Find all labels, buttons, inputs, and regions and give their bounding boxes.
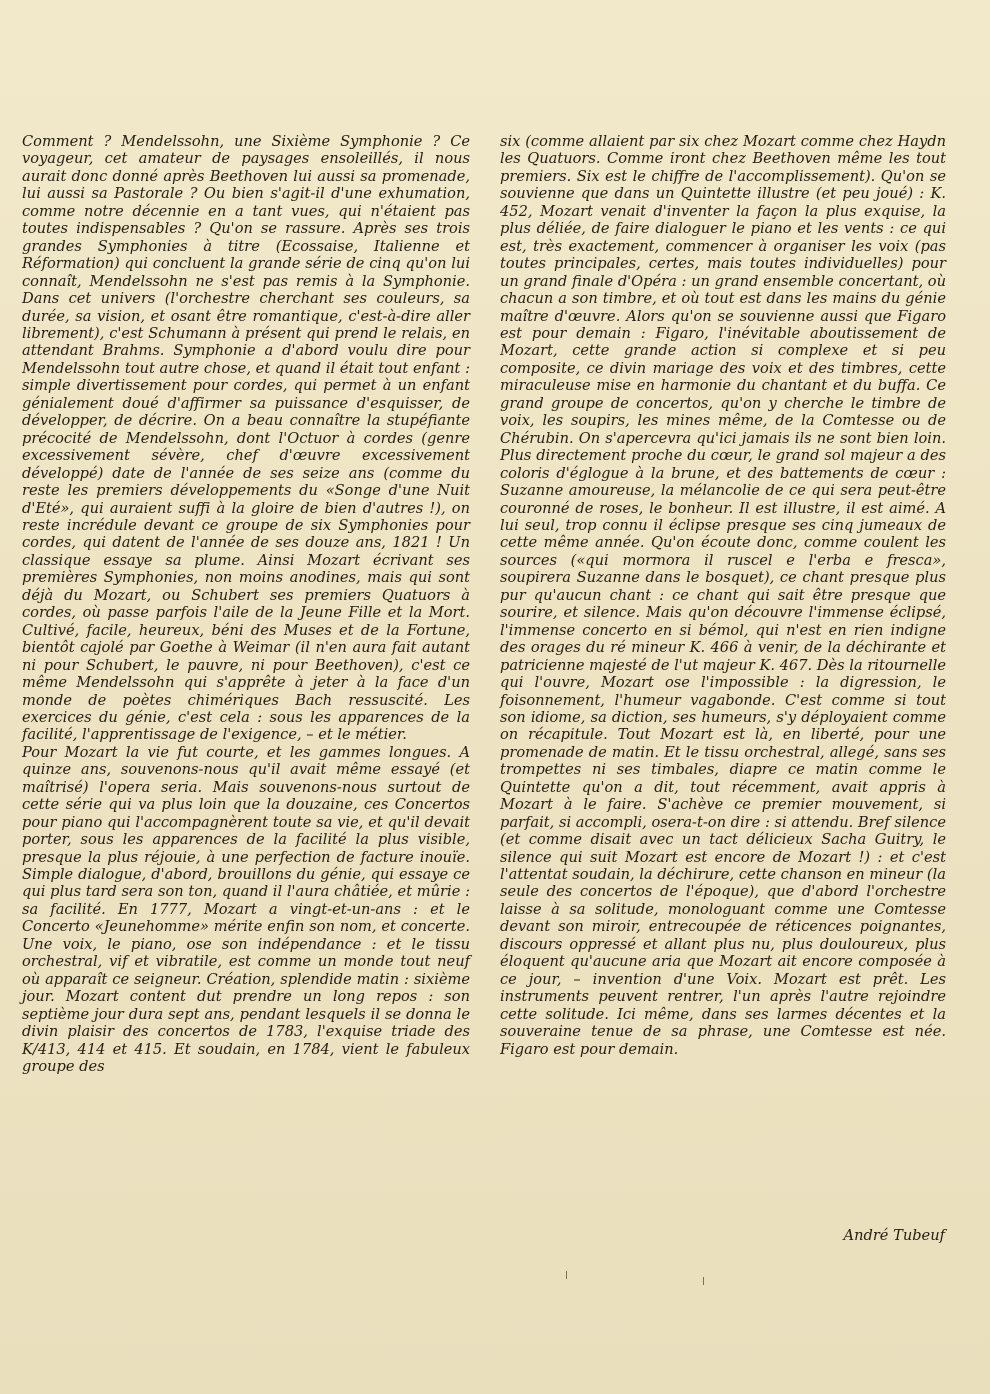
- page-mark: [703, 1277, 704, 1285]
- author-signature: André Tubeuf: [843, 1227, 945, 1244]
- paragraph-mendelssohn: Comment ? Mendelssohn, une Sixième Symphonie ? Ce voyageur, cet amateur de paysages ensoleillés, il nous aurait donc donné après Beethoven lui aussi sa promenade, lui aussi sa Pastorale ? Ou bien s'agit-il d'une exhumation, comme notre décennie en a tant vues, qui n'étaient pas toutes indispensables ? Qu'on se rassure. Après ses trois grandes Symphonies à titre (Ecossaise, Italienne et Réformation) qui concluent la grande série de cinq qu'on lui connaît, Mendelssohn ne s'est pas remis à la Symphonie. Dans cet univers (l'orchestre cherchant ses couleurs, sa durée, sa vision, et osant être romantique, c'est-à-dire aller librement), c'est Schumann à présent qui prend le relais, en attendant Brahms. Symphonie a d'abord voulu dire pour Mendelssohn tout autre chose, et quand il était tout enfant : simple divertissement pour cordes, qui permet à un enfant génialement doué d'affirmer sa puissance d'esquisser, de développer, de décrire. On a beau connaître la stupéfiante précocité de Mendelssohn, dont l'Octuor à cordes (genre excessivement sévère, chef d'œuvre excessivement développé) date de l'année de ses seize ans (comme du reste les premiers développements du «Songe d'une Nuit d'Eté», qui auraient suffi à la gloire de bien d'autres !), on reste incrédule devant ce groupe de six Symphonies pour cordes, qui datent de l'année de ses douze ans, 1821 ! Un classique essaye sa plume. Ainsi Mozart écrivant ses premières Symphonies, non moins anodines, mais qui sont déjà du Mozart, ou Schubert ses premiers Quatuors à cordes, où passe parfois l'aile de la Jeune Fille et la Mort. Cultivé, facile, heureux, béni des Muses et de la Fortune, bientôt cajolé par Goethe à Weimar (il n'en aura fait autant ni pour Schubert, le pauvre, ni pour Beethoven), c'est ce même Mendelssohn qui s'apprête à jeter à la face d'un monde de poètes chimériques Bach ressuscité. Les exercices du génie, c'est cela : sous les apparences de la facilité, l'apprentissage de l'exigence, – et le métier.: [22, 133, 470, 744]
- left-text-column: [22, 133, 470, 1075]
- page-mark: [566, 1271, 567, 1279]
- paragraph-mozart: Pour Mozart la vie fut courte, et les gammes longues. A quinze ans, souvenons-nous qu'il avait même essayé (et maîtrisé) l'opera seria. Mais souvenons-nous surtout de cette série qui va plus loin que la douzaine, ces Concertos pour piano qui l'accompagnèrent toute sa vie, et qu'il devait porter, sous les apparences de la facilité la plus visible, presque la plus réjouie, à une perfection de facture inouïe. Simple dialogue, d'abord, brouillons du génie, qui essaye ce qui plus tard sera son ton, quand il l'aura châtiée, et mûrie : sa facilité. En 1777, Mozart a vingt-et-un-ans : et le Concerto «Jeunehomme» mérite enfin son nom, et concerte. Une voix, le piano, ose son indépendance : et le tissu orchestral, vif et vibratile, est comme un monde tout neuf où apparaît ce seigneur. Création, splendide matin : sixième jour. Mozart content dut prendre un long repos : son septième jour dura sept ans, pendant lesquels il se donna le divin plaisir des concertos de 1783, l'exquise triade des K/413, 414 et 415. Et soudain, en 1784, vient le fabuleux groupe des: [22, 743, 470, 1076]
- right-text-column: [500, 133, 946, 1058]
- paragraph-concertos: six (comme allaient par six chez Mozart comme chez Haydn les Quatuors. Comme iront chez Beethoven même les tout premiers. Six est le chiffre de l'accomplissement). Qu'on se souvienne que dans un Quintette illustre (et peu joué) : K. 452, Mozart venait d'inventer la façon la plus exquise, la plus déliée, de faire dialoguer le piano et les vents : ce qui est, très exactement, commencer à organiser les voix (pas toutes principales, certes, mais toutes individuelles) pour un grand finale d'Opéra : un grand ensemble concertant, où chacun a son timbre, et où tout est dans les mains du génie maître d'œuvre. Alors qu'on se souvienne aussi que Figaro est pour demain : Figaro, l'inévitable aboutissement de Mozart, cette grande action si complexe et si peu composite, ce divin mariage des voix et des timbres, cette miraculeuse mise en harmonie du chantant et du buffa. Ce grand groupe de concertos, qu'on y cherche le timbre de voix, les soupirs, les mines même, de la Comtesse ou de Chérubin. On s'apercevra qu'ici jamais ils ne sont bien loin. Plus directement proche du cœur, le grand sol majeur a des coloris d'églogue à la brune, et des battements de cœur : Suzanne amoureuse, la mélancolie de ce qui sera peut-être couronné de roses, le bonheur. Il est illustre, il est aimé. A lui seul, trop connu il éclipse presque ses cinq jumeaux de cette même année. Qu'on écoute donc, comme coulent les sources («qui mormora il ruscel e l'erba e fresca», soupirera Suzanne dans le bosquet), ce chant presque plus pur qu'aucun chant : ce chant qui sait être presque que sourire, et silence. Mais qu'on découvre l'immense éclipsé, l'immense concerto en si bémol, qui n'est en rien indigne des orages du ré mineur K. 466 à venir, de la déchirante et patricienne majesté de l'ut majeur K. 467. Dès la ritournelle qui l'ouvre, Mozart ose l'impossible : la digression, le foisonnement, l'humeur vagabonde. C'est comme si tout son idiome, sa diction, ses humeurs, s'y déployaient comme on récapitule. Tout Mozart est là, en liberté, pour une promenade de matin. Et le tissu orchestral, allegé, sans ses trompettes ni ses timbales, diapre ce matin comme le Quintette qu'on a dit, tout récemment, avait appris à Mozart à le faire. S'achève ce premier mouvement, si parfait, si accompli, osera-t-on dire : si attendu. Bref silence (et comme disait avec un tact délicieux Sacha Guitry, le silence qui suit Mozart est encore de Mozart !) : et c'est l'attentat soudain, la déchirure, cette chanson en mineur (la seule des concertos de l'époque), que d'abord l'orchestre laisse à sa solitude, monologuant comme une Comtesse devant son miroir, entrecoupée de réticences poignantes, discours oppressé et allant plus nu, plus douloureux, plus éloquent qu'aucune aria que Mozart ait encore composée à ce jour, – invention d'une Voix. Mozart est prêt. Les instruments peuvent rentrer, l'un après l'autre rejoindre cette solitude. Ici même, dans ses larmes décentes et la souveraine tenue de sa phrase, une Comtesse est née. Figaro est pour demain.: [500, 133, 946, 1058]
